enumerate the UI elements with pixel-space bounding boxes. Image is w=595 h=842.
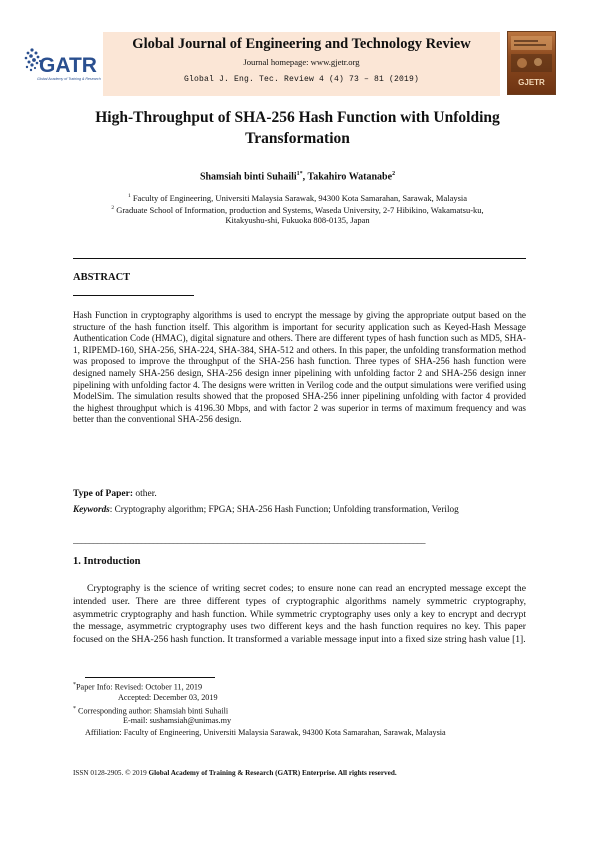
cover-label: GJETR [518,78,545,87]
abstract-top-rule [73,258,526,259]
keywords-value: : Cryptography algorithm; FPGA; SHA-256 Hash Function; Unfolding transformation, Verilog [109,504,459,514]
footnote-paper-info-text: Paper Info: Revised: October 11, 2019 [76,682,203,692]
affiliation-2-sup: 2 [111,205,115,211]
paper-type [73,489,157,499]
author-separator: , [302,171,308,183]
journal-citation: Global J. Eng. Tec. Review 4 (4) 73 – 81 (2019) [183,75,420,84]
abstract-heading-rule [73,295,194,296]
gatr-logo-icon [22,43,104,93]
keywords-label: Keywords [73,504,110,514]
footer-publisher: Global Academy of Training & Research (GATR) Enterprise. All rights reserved. [148,769,397,777]
footnote-affiliation: Affiliation: Faculty of Engineering, Universiti Malaysia Sarawak, 94300 Kota Samarahan, Sarawak, Malaysia [85,728,446,737]
affiliation-2-line-2: Kitakyushu-shi, Fukuoka 808-0135, Japan [225,215,370,225]
footnote-email[interactable]: E-mail: sushamsiah@unimas.my [123,716,232,725]
introduction-body: Cryptography is the science of writing secret codes; to ensure none can read an encrypted message except the intended user. There are three different types of cryptographic algorithms namely symmetric cryptography, asymmetric cryptography and hash function. While symmetric cryptography uses only a key to encrypt and decrypt the message, asymmetric cryptography uses two different keys and the hash function requires no key. This paper focused on the SHA-256 hash function. It transformed a variable message input into a fixed size string hash value [1]. [73,583,526,646]
logo-tagline: Global Academy of Training & Research [37,77,101,81]
footnote-paper-info [73,680,202,693]
journal-name: Global Journal of Engineering and Technology Review [132,36,471,52]
footnote-rule [85,677,215,678]
abstract-heading: ABSTRACT [73,272,131,283]
paper-title [60,107,535,149]
section-separator: ________________________________________________________________________________________ [73,535,425,545]
footnote-paper-info-sup: * [73,682,76,688]
author-2: Takahiro Watanabe [307,171,393,183]
page-footer [73,769,397,777]
footnote-corresponding-text: Corresponding author: Shamsiah binti Suhaili [78,706,229,716]
title-line-2: Transformation [245,130,350,147]
keywords [73,503,526,515]
author-1: Shamsiah binti Suhaili [199,171,297,183]
journal-homepage[interactable]: Journal homepage: www.gjetr.org [243,57,360,67]
title-line-1: High-Throughput of SHA-256 Hash Function with Unfolding [95,109,500,126]
footer-issn: ISSN 0128-2905. © 2019 [73,769,149,777]
affiliation-2-line-1: Graduate School of Information, production and Systems, Waseda University, 2-7 Hibikino, Wakamatsu-ku, [116,204,484,215]
affiliation-2 [60,203,535,216]
logo-text: GATR [39,54,97,77]
footnote-accepted: Accepted: December 03, 2019 [118,693,218,702]
gatr-logo [22,43,104,93]
affiliation-1-text: Faculty of Engineering, Universiti Malaysia Sarawak, 94300 Kota Samarahan, Sarawak, Malaysia [132,192,468,203]
paper-type-value: other. [132,489,157,499]
author-2-sup: 2 [392,171,396,177]
paper-type-label: Type of Paper: [73,489,133,499]
author-1-sup: 1* [296,171,303,177]
journal-header-box [103,32,500,96]
author-list [60,171,535,182]
affiliation-1-sup: 1 [127,193,131,199]
footnote-corresponding-sup: * [73,706,76,712]
affiliation-1 [60,191,535,204]
abstract-body: Hash Function in cryptography algorithms is used to encrypt the message by giving the appropriate output based on the structure of the hash function itself. This algorithm is important for security application such as Keyed-Hash Message Authentication Code (HMAC), digital signature and others. There are different types of hash function such as MD5, SHA-1, RIPEMD-160, SHA-256, SHA-224, SHA-384, SHA-512 and others. In this paper, the unfolding transformation method was proposed to improve the throughput of the SHA-256 hash function. Three types of SHA-256 hash function were designed namely SHA-256 design, SHA-256 design inner pipelining with unfolding factor 2 and SHA-256 design inner pipelining with unfolding factor 4. The designs were written in Verilog code and the output simulations were verified using ModelSim. The simulation results showed that the proposed SHA-256 inner pipelining unfolding with factor 4 provided the highest throughput which is 4196.30 Mbps, and with factor 2 was superior in terms of maximum frequency and was better than the conventional SHA-256 design. [73,310,526,425]
introduction-heading: 1. Introduction [73,556,141,567]
journal-cover-image [507,31,556,95]
